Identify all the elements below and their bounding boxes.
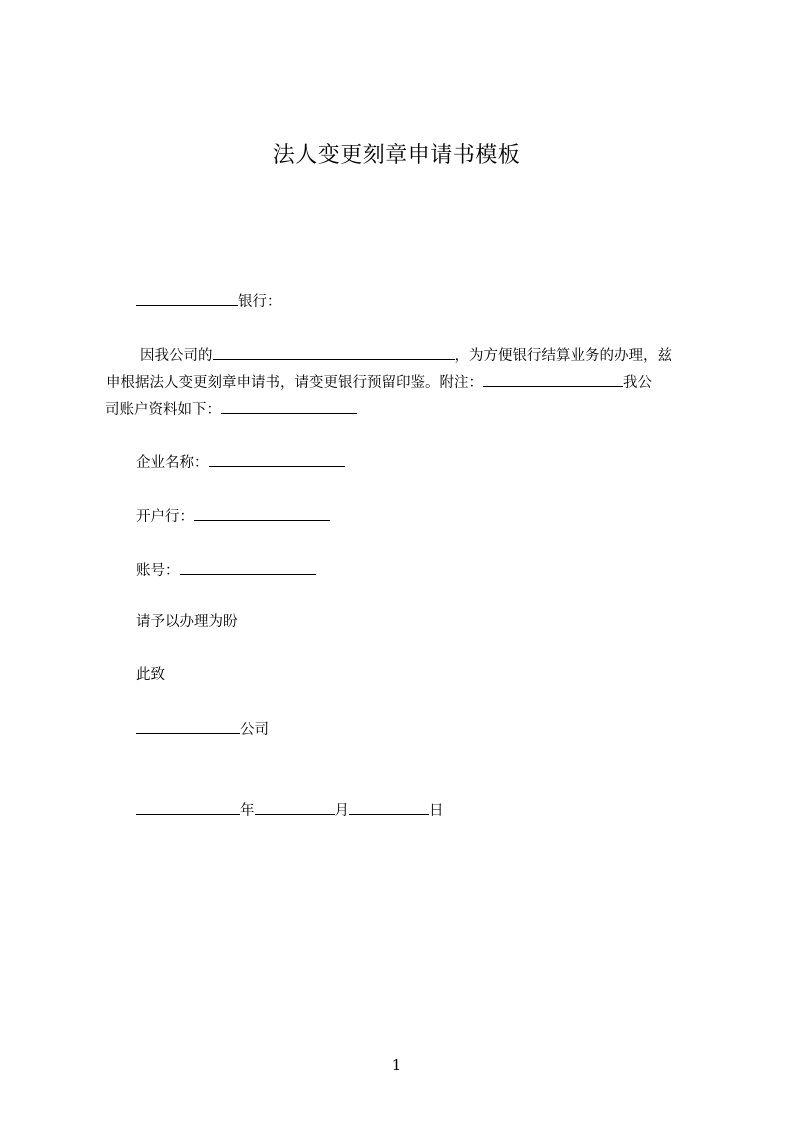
bank-field xyxy=(136,505,330,527)
signature-suffix: 公司 xyxy=(240,722,269,738)
salutation-suffix: 银行： xyxy=(238,294,282,310)
date-day: 日 xyxy=(429,803,444,819)
signature-company-blank xyxy=(136,718,240,734)
closing-text: 此致 xyxy=(136,667,165,683)
company-detail-blank xyxy=(213,344,455,360)
account-field xyxy=(136,559,316,581)
document-title: 法人变更刻章申请书模板 xyxy=(272,143,521,168)
signature-line xyxy=(136,718,269,740)
body-line1-end: ，为方便银行结算业务的办理，兹 xyxy=(454,348,672,364)
bank-label: 开户行： xyxy=(136,509,194,525)
bank-blank xyxy=(194,505,330,521)
company-name-label: 企业名称： xyxy=(136,455,209,471)
date-year: 年 xyxy=(240,803,255,819)
salutation-line xyxy=(136,290,282,312)
bank-name-blank xyxy=(136,290,238,306)
account-blank xyxy=(180,559,316,575)
month-blank xyxy=(255,799,335,815)
company-name-field xyxy=(136,451,345,473)
note-blank xyxy=(483,371,623,387)
body-line-1 xyxy=(140,344,672,366)
body-line3-start: 司账户资料如下： xyxy=(105,402,221,418)
date-line xyxy=(136,799,444,821)
company-name-blank xyxy=(209,451,345,467)
account-info-blank xyxy=(221,398,357,414)
account-label: 账号： xyxy=(136,563,180,579)
day-blank xyxy=(349,799,429,815)
year-blank xyxy=(136,799,240,815)
body-line-2 xyxy=(106,371,652,393)
body-line2-start: 申根据法人变更刻章申请书，请变更银行预留印鉴。附注： xyxy=(106,375,483,391)
page-number: 1 xyxy=(391,1056,402,1074)
request-text: 请予以办理为盼 xyxy=(136,614,238,630)
body-line-3 xyxy=(105,398,357,420)
body-line1-start: 因我公司的 xyxy=(140,348,213,364)
date-month: 月 xyxy=(334,803,349,819)
body-line2-end: 我公 xyxy=(623,375,652,391)
